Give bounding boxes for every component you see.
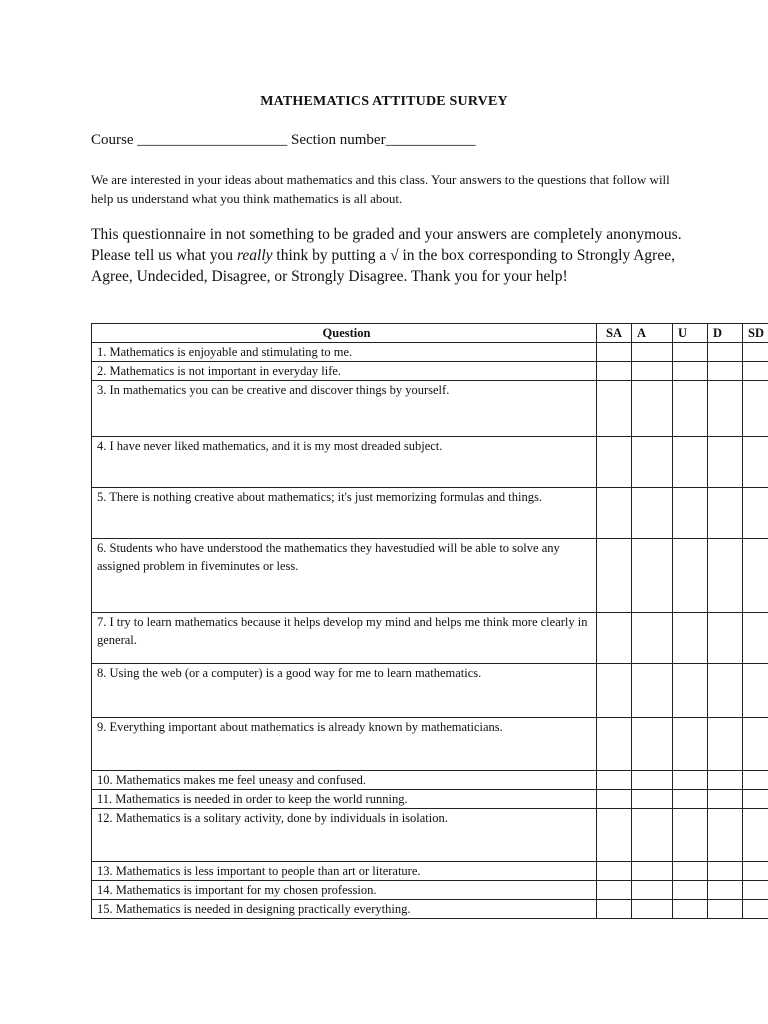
table-row [92,381,768,437]
table-row [92,488,768,539]
response-box-d[interactable] [708,809,743,862]
response-box-d[interactable] [708,437,743,488]
response-box-a[interactable] [632,881,673,900]
response-box-a[interactable] [632,437,673,488]
column-header-sa: SA [597,324,632,343]
question-column-header: Question [92,324,597,343]
response-box-sd[interactable] [743,381,768,437]
instructions-text-1: This questionnaire in not something to be graded and your answers are completely anonymous. Please tell us what you [91,226,682,264]
table-row [92,437,768,488]
section-number-field[interactable]: ____________ [385,132,476,148]
response-box-sa[interactable] [597,362,632,381]
response-box-u[interactable] [673,900,708,919]
response-box-a[interactable] [632,900,673,919]
response-box-u[interactable] [673,862,708,881]
question-text: 5. There is nothing creative about mathematics; it's just memorizing formulas and things. [92,488,597,539]
column-header-sd: SD [743,324,768,343]
column-header-a: A [632,324,673,343]
section-number-label: Section number [291,132,386,148]
table-row [92,362,768,381]
response-box-sa[interactable] [597,539,632,613]
response-box-u[interactable] [673,881,708,900]
response-box-a[interactable] [632,809,673,862]
response-box-sa[interactable] [597,900,632,919]
table-row [92,539,768,613]
response-box-sa[interactable] [597,343,632,362]
table-row [92,862,768,881]
response-box-u[interactable] [673,771,708,790]
question-text: 4. I have never liked mathematics, and it is my most dreaded subject. [92,437,597,488]
response-box-d[interactable] [708,362,743,381]
response-box-sa[interactable] [597,437,632,488]
response-box-d[interactable] [708,488,743,539]
response-box-sd[interactable] [743,488,768,539]
response-box-d[interactable] [708,881,743,900]
response-box-d[interactable] [708,664,743,718]
question-text: 13. Mathematics is less important to people than art or literature. [92,862,597,881]
response-box-sa[interactable] [597,718,632,771]
response-box-u[interactable] [673,664,708,718]
response-box-sa[interactable] [597,488,632,539]
table-row [92,718,768,771]
question-text: 6. Students who have understood the mathematics they havestudied will be able to solve any assigned problem in fiveminutes or less. [92,539,597,613]
instructions-emphasis: really [236,247,273,264]
question-text: 10. Mathematics makes me feel uneasy and confused. [92,771,597,790]
response-box-d[interactable] [708,343,743,362]
course-field[interactable]: ____________________ [137,132,288,148]
response-box-sd[interactable] [743,343,768,362]
response-box-sa[interactable] [597,809,632,862]
question-text: 7. I try to learn mathematics because it helps develop my mind and helps me think more clearly in general. [92,613,597,664]
response-box-d[interactable] [708,381,743,437]
response-box-u[interactable] [673,718,708,771]
response-box-d[interactable] [708,900,743,919]
response-box-a[interactable] [632,790,673,809]
response-box-sd[interactable] [743,613,768,664]
response-box-u[interactable] [673,381,708,437]
response-box-a[interactable] [632,343,673,362]
response-box-sd[interactable] [743,718,768,771]
question-text: 12. Mathematics is a solitary activity, done by individuals in isolation. [92,809,597,862]
response-box-u[interactable] [673,539,708,613]
response-box-a[interactable] [632,771,673,790]
question-text: 8. Using the web (or a computer) is a good way for me to learn mathematics. [92,664,597,718]
question-text: 3. In mathematics you can be creative and discover things by yourself. [92,381,597,437]
response-box-sa[interactable] [597,862,632,881]
response-box-a[interactable] [632,362,673,381]
table-header-row [92,324,768,343]
response-box-d[interactable] [708,771,743,790]
response-box-sa[interactable] [597,381,632,437]
response-box-u[interactable] [673,613,708,664]
response-box-sd[interactable] [743,539,768,613]
response-box-sa[interactable] [597,771,632,790]
response-box-sd[interactable] [743,771,768,790]
response-box-a[interactable] [632,862,673,881]
survey-title: MATHEMATICS ATTITUDE SURVEY [260,94,508,109]
response-box-u[interactable] [673,437,708,488]
response-box-sd[interactable] [743,881,768,900]
response-box-sd[interactable] [743,862,768,881]
question-text: 11. Mathematics is needed in order to keep the world running. [92,790,597,809]
column-header-d: D [708,324,743,343]
response-box-sd[interactable] [743,900,768,919]
table-row [92,613,768,664]
intro-paragraph: We are interested in your ideas about mathematics and this class. Your answers to the questions that follow will help us understand what you think mathematics is all about. [91,172,670,206]
response-box-sa[interactable] [597,790,632,809]
response-box-sd[interactable] [743,362,768,381]
question-text: 9. Everything important about mathematics is already known by mathematicians. [92,718,597,771]
survey-table [91,323,768,919]
table-row [92,790,768,809]
column-header-u: U [673,324,708,343]
response-box-u[interactable] [673,790,708,809]
question-text: 15. Mathematics is needed in designing practically everything. [92,900,597,919]
response-box-sa[interactable] [597,613,632,664]
response-box-u[interactable] [673,488,708,539]
response-box-u[interactable] [673,343,708,362]
response-box-sa[interactable] [597,664,632,718]
response-box-u[interactable] [673,362,708,381]
table-row [92,881,768,900]
course-section-line [91,132,476,149]
response-box-sd[interactable] [743,790,768,809]
response-box-d[interactable] [708,718,743,771]
question-text: 14. Mathematics is important for my chosen profession. [92,881,597,900]
response-box-sd[interactable] [743,664,768,718]
instructions-text-2: think by putting a √ in the box corresponding to Strongly Agree, Agree, Undecided, Disagree, or Strongly Disagree. Thank you for your help! [91,247,675,285]
response-box-a[interactable] [632,718,673,771]
response-box-a[interactable] [632,488,673,539]
table-row [92,664,768,718]
response-box-d[interactable] [708,862,743,881]
response-box-d[interactable] [708,790,743,809]
table-row [92,809,768,862]
response-box-sd[interactable] [743,809,768,862]
question-text: 2. Mathematics is not important in everyday life. [92,362,597,381]
instructions-paragraph [91,224,711,287]
table-row [92,771,768,790]
table-row [92,900,768,919]
question-text: 1. Mathematics is enjoyable and stimulating to me. [92,343,597,362]
response-box-sd[interactable] [743,437,768,488]
response-box-d[interactable] [708,613,743,664]
response-box-d[interactable] [708,539,743,613]
table-row [92,343,768,362]
course-label: Course [91,132,134,148]
response-box-sa[interactable] [597,881,632,900]
response-box-u[interactable] [673,809,708,862]
response-box-a[interactable] [632,381,673,437]
response-box-a[interactable] [632,613,673,664]
response-box-a[interactable] [632,664,673,718]
response-box-a[interactable] [632,539,673,613]
